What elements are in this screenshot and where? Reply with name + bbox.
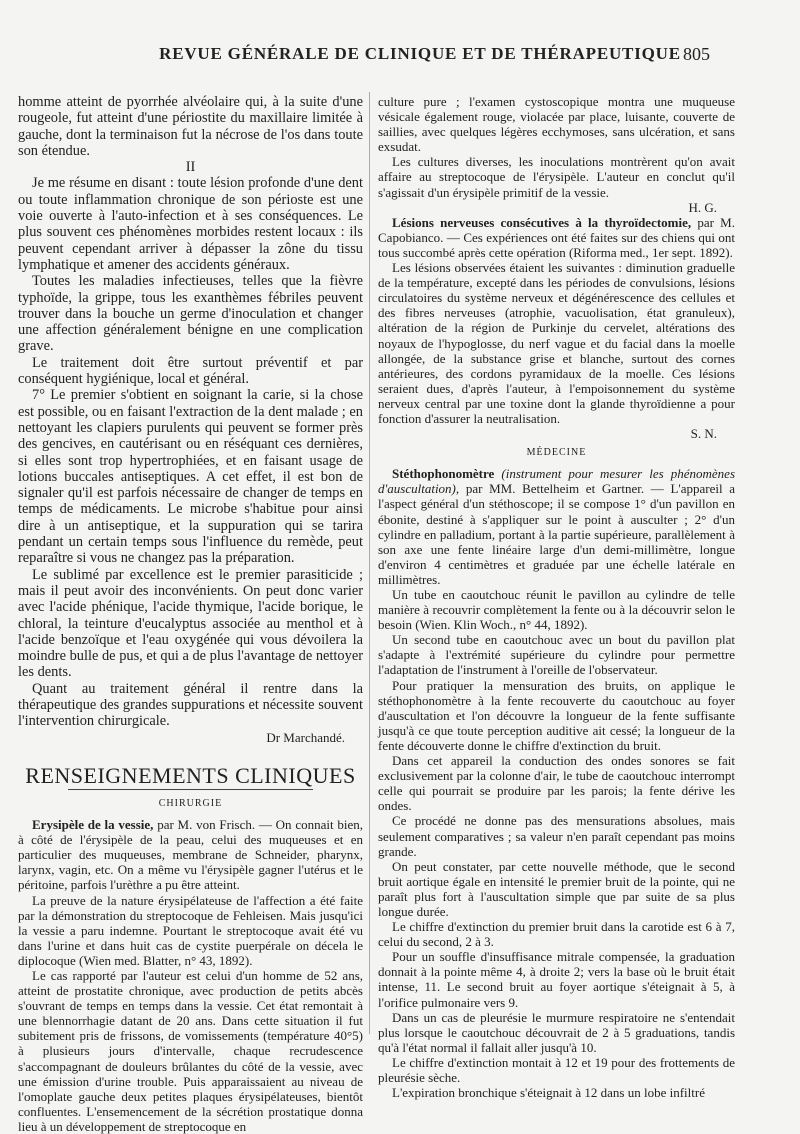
- paragraph: Toutes les maladies infectieuses, telles que la fièvre typhoïde, la grippe, tous les exanthèmes fébriles peuvent trouver dans la bouche un germe d'inoculation et changer une affection généralement bénigne en une complication grave.: [18, 273, 363, 355]
- paragraph: Je me résume en disant : toute lésion profonde d'une dent ou toute inflammation chronique de son périoste est une voie ouverte à l'auto-infection et à ses conséquences. Le plus souvent ces phénomènes morbides restent locaux : ils peuvent cependant arriver à dépasser la zône du tissu lymphatique et amener des accidents généraux.: [18, 175, 363, 273]
- article-body: Ces expériences ont été faites sur des chiens qui ont tous succombé après cette opération (Riforma med., 1er sept. 1892).: [378, 229, 736, 260]
- author-signature: Dr Marchandé.: [266, 729, 345, 745]
- paragraph: Pour pratiquer la mensuration des bruits, on applique le stéthophonomètre à la fente recouverte du caoutchouc au foyer d'auscultation et l'on découvre la longueur de la fente suffisante jusqu'à ce que toute perception auditive ait cessé; la longueur de la fente découverte donne le chiffre d'extinction du bruit.: [378, 677, 735, 753]
- paragraph: Le chiffre d'extinction montait à 12 et 19 pour des frottements de pleurésie sèche.: [378, 1054, 735, 1085]
- author-initials: H. G.: [688, 199, 717, 215]
- article-paragraph: [18, 817, 363, 892]
- section-title: RENSEIGNEMENTS CLINIQUES: [25, 762, 356, 788]
- paragraph: Le sublimé par excellence est le premier parasiticide ; mais il peut avoir des inconvénients. On peut donc varier avec l'acide phénique, l'acide thymique, l'acide borique, le chloral, la teinture d'eucalyptus associée au menthol et à l'acide benzoïque et l'eau oxygénée qui vous dévoilera la moindre bulle de pus, et qui a de plus l'avantage de nettoyer les dents.: [18, 566, 363, 681]
- paragraph: Les cultures diverses, les inoculations montrèrent qu'on avait affaire au streptocoque de l'érysipèle. L'auteur en conclut qu'il s'agissait d'un érysipèle primitif de la vessie.: [378, 154, 735, 200]
- paragraph: La preuve de la nature érysipélateuse de l'affection a été faite par la démonstration du streptocoque de Fehleisen. Mais jusqu'ici la vessie a paru indemne. Pourtant le streptocoque avait été vu dans l'urine et dans huit cas de cystite puerpérale on décela le diplocoque (Wien med. Blatter, n° 43, 1892).: [18, 892, 363, 968]
- paragraph: culture pure ; l'examen cystoscopique montra une muqueuse vésicale également rouge, violacée par place, luisante, couverte de saillies, avec quelques légères ecchymoses, sans ulcération, et sans exsudat.: [378, 94, 735, 155]
- title-rule: [68, 789, 313, 790]
- running-header: REVUE GÉNÉRALE DE CLINIQUE ET DE THÉRAPEUTIQUE: [159, 44, 681, 63]
- subsection-heading: CHIRURGIE: [158, 797, 223, 809]
- paragraph: On peut constater, par cette nouvelle méthode, que le second bruit aortique égale en intensité le premier bruit de la pointe, qui ne paraît plus fort à l'auscultation simple que par suite de sa plus longue durée.: [378, 858, 735, 919]
- section-number: II: [185, 159, 196, 176]
- paragraph: L'expiration bronchique s'éteignait à 12 dans un lobe infiltré: [392, 1085, 705, 1101]
- article-body: L'appareil a l'aspect général d'un stéthoscope; il se compose 1° d'un pavillon en ébonite, destiné à s'appliquer sur le point à ausculter ; 2° d'un cylindre en palladium, portant à la partie supérieure, parallèlement à son axe une fente linéaire large d'un demi-millimètre, longue d'environ 4 centimètres et graduée par une échelle latérale en millimètres.: [378, 481, 736, 587]
- paragraph: Le chiffre d'extinction du premier bruit dans la carotide est 6 à 7, celui du second, 2 à 3.: [378, 919, 735, 950]
- paragraph: Dans un cas de pleurésie le murmure respiratoire ne s'entendait plus lorsque le caoutchouc découvrait de 2 à 5 graduations, tandis qu'à l'état normal il fallait aller jusqu'à 10.: [378, 1009, 735, 1055]
- column-divider: [369, 92, 370, 1034]
- left-upper-text: [18, 94, 363, 746]
- paragraph: Dans cet appareil la conduction des ondes sonores se fait exclusivement par la colonne d'air, le tube de caoutchouc interrompt celle qui pourrait se produire par les parois; la fente dérive les ondes.: [378, 753, 735, 814]
- article-title: Lésions nerveuses consécutives à la thyroïdectomie,: [392, 214, 692, 230]
- paragraph: Un tube en caoutchouc réunit le pavillon au cylindre de telle manière à recouvrir complètement la fente ou à la découvrir selon le besoin (Wien. Klin Woch., n° 44, 1892).: [378, 587, 735, 633]
- article-author: par M. von Frisch. —: [157, 817, 272, 833]
- paragraph: Les lésions observées étaient les suivantes : diminution graduelle de la température, excepté dans les périodes de convulsions, lésions circulatoires du système nerveux et dégénérescence des cellules et des fibres nerveuses (atrophie, vacuolisation, état granuleux), altération de la région de Purkinje du cervelet, altérations des noyaux de l'hypoglosse, du nerf vague et du facial dans la moelle allongée, de la substance grise et blanche, surtout des cornes antérieures, des cordons pyramidaux de la moelle. Ces lésions seraient dues, d'après l'auteur, à l'empoisonnement du système nerveux central par une toxine dont la glande thyroïdienne a pour fonction d'assurer la neutralisation.: [378, 260, 735, 426]
- paragraph: Un second tube en caoutchouc avec un bout du pavillon plat s'adapte à l'extrémité supérieure du cylindre pour permettre l'adaptation de l'instrument à l'oreille de l'observateur.: [378, 632, 735, 678]
- left-column: [18, 94, 363, 1134]
- paragraph: Le traitement doit être surtout préventif et par conséquent hygiénique, local et général.: [18, 354, 363, 388]
- article-title: Erysipèle de la vessie,: [32, 817, 154, 833]
- page-number: 805: [683, 44, 710, 64]
- paragraph: 7° Le premier s'obtient en soignant la carie, si la chose est possible, ou en faisant l'extraction de la dent malade ; en nettoyant les clapiers purulents qui peuvent se former près des gencives, en cautérisant ou en réséquant ces dernières, si elles sont trop hypertrophiées, et en faisant usage de lotions buccales antiseptiques. A cet effet, il est bon de signaler qu'il est parfois nécessaire de changer de temps en temps de médicaments. Le microbe s'habitue pour ainsi dire à un antiseptique, et la suppuration qui se tarira pendant un certain temps sous l'influence du remède, peut reparaître si vous ne changez pas la préparation.: [18, 387, 363, 567]
- author-initials: S. N.: [690, 426, 717, 442]
- article-subtitle: (instrument pour mesurer les phénomènes d'auscultation),: [378, 466, 735, 497]
- paragraph: homme atteint de pyorrhée alvéolaire qui, à la suite d'une rougeole, fut atteint d'une périostite du maxillaire limitée à gauche, dont la terminaison fut la nécrose de l'os dans toute son étendue.: [18, 94, 363, 159]
- article-author: par MM. Bettelheim et Gartner. —: [465, 481, 664, 497]
- paragraph: Pour un souffle d'insuffisance mitrale compensée, la graduation donnait à la pointe même 4, à droite 2; vers la base où le bruit était intense, 11. Le second bruit au foyer aortique s'éteignait à 5, à l'orifice pulmonaire vers 9.: [378, 949, 735, 1010]
- article-paragraph: [378, 466, 735, 587]
- article-body: On connait bien, à côté de l'érysipèle de la peau, celui des muqueuses et en particulier des muqueuses, membrane de Schneider, pharynx, larynx, vagin, etc. On a même vu l'érysipèle gagner l'utérus et le péritoine, parfois l'urèthre a pu être atteint.: [18, 817, 363, 893]
- article-paragraph: [378, 215, 735, 260]
- paragraph: Ce procédé ne donne pas des mensurations absolues, mais seulement comparatives ; sa valeur n'en paraît cependant pas moins grande.: [378, 813, 735, 859]
- right-column: [378, 94, 735, 1100]
- paragraph: Le cas rapporté par l'auteur est celui d'un homme de 52 ans, atteint de prostatite chronique, avec production de petits abcès s'ouvrant de temps en temps dans la vessie. Cet état remontait à une blennorrhagie datant de 20 ans. Dans cette situation il fut subitement pris de frissons, de vomissements (température 40°5) à plusieurs jours d'intervalle, chaque recrudescence s'accompagnant de douleurs brûlantes du côté de la vessie, avec une émission d'urine trouble. Puis apparaissaient au niveau de l'omoplate gauche deux petites plaques érysipélateuses, bientôt confluentes. L'ensemencement de la sécrétion prostatique donna lieu à un développement de streptocoque en: [18, 968, 363, 1134]
- paragraph: Quant au traitement général il rentre dans la thérapeutique des grandes suppurations et nécessite souvent l'intervention chirurgicale.: [18, 680, 363, 730]
- subsection-heading: MÉDECINE: [526, 447, 587, 459]
- article-title: Stéthophonomètre: [392, 466, 495, 482]
- article-author: par M. Capobianco. —: [378, 214, 735, 245]
